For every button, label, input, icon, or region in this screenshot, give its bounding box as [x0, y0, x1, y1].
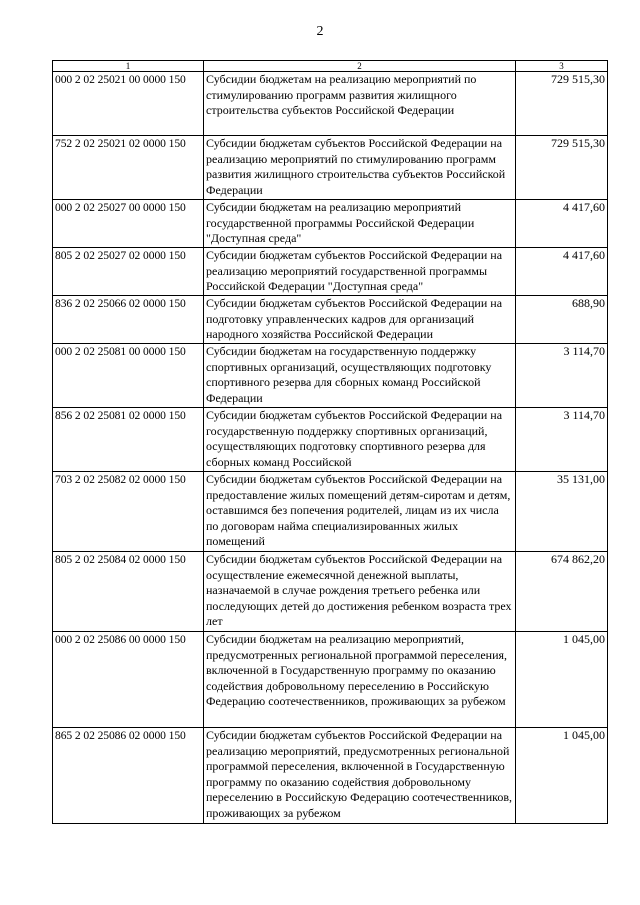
budget-code-cell: 856 2 02 25081 02 0000 150 [53, 408, 204, 472]
budget-code-cell: 865 2 02 25086 02 0000 150 [53, 728, 204, 824]
table-row [53, 248, 608, 296]
amount-cell: 3 114,70 [516, 408, 608, 472]
subsidy-name-cell: Субсидии бюджетам на реализацию мероприятий по стимулированию программ развития жилищного строительства субъектов Российской Федерации [204, 72, 516, 136]
page-number: 2 [316, 24, 324, 39]
amount-cell: 729 515,30 [516, 136, 608, 200]
budget-code-cell: 836 2 02 25066 02 0000 150 [53, 296, 204, 344]
column-header-name: 2 [204, 61, 516, 72]
amount-cell: 1 045,00 [516, 728, 608, 824]
table-row [53, 296, 608, 344]
amount-cell: 3 114,70 [516, 344, 608, 408]
subsidy-name-cell: Субсидии бюджетам на государственную поддержку спортивных организаций, осуществляющих подготовку спортивного резерва для сборных команд Российской Федерации [204, 344, 516, 408]
column-header-code: 1 [53, 61, 204, 72]
table-row [53, 200, 608, 248]
amount-cell: 729 515,30 [516, 72, 608, 136]
subsidy-name-cell: Субсидии бюджетам на реализацию мероприятий, предусмотренных региональной программой переселения, включенной в Государственную программу по оказанию содействия добровольному переселению в Российскую Федерацию соотечественников, проживающих за рубежом [204, 632, 516, 728]
subsidy-name-cell: Субсидии бюджетам на реализацию мероприятий государственной программы Российской Федерации "Доступная среда" [204, 200, 516, 248]
table-row [53, 408, 608, 472]
budget-code-cell: 752 2 02 25021 02 0000 150 [53, 136, 204, 200]
amount-cell: 35 131,00 [516, 472, 608, 552]
budget-revenue-table [52, 60, 608, 824]
table-row [53, 552, 608, 632]
subsidy-name-cell: Субсидии бюджетам субъектов Российской Федерации на реализацию мероприятий, предусмотренных региональной программой переселения, включенной в Государственную программу по оказанию содействия добровольному переселению в Российскую Федерацию соотечественников, проживающих за рубежом [204, 728, 516, 824]
subsidy-name-cell: Субсидии бюджетам субъектов Российской Федерации на подготовку управленческих кадров для организаций народного хозяйства Российской Федерации [204, 296, 516, 344]
budget-code-cell: 805 2 02 25084 02 0000 150 [53, 552, 204, 632]
amount-cell: 4 417,60 [516, 248, 608, 296]
subsidy-name-cell: Субсидии бюджетам субъектов Российской Федерации на государственную поддержку спортивных организаций, осуществляющих подготовку спортивного резерва для сборных команд Российской [204, 408, 516, 472]
amount-cell: 4 417,60 [516, 200, 608, 248]
subsidy-name-cell: Субсидии бюджетам субъектов Российской Федерации на реализацию мероприятий государственной программы Российской Федерации "Доступная среда" [204, 248, 516, 296]
amount-cell: 1 045,00 [516, 632, 608, 728]
subsidy-name-cell: Субсидии бюджетам субъектов Российской Федерации на предоставление жилых помещений детям-сиротам и детям, оставшимся без попечения родителей, лицам из их числа по договорам найма специализированных жилых помещений [204, 472, 516, 552]
header-row [53, 61, 608, 72]
amount-cell: 674 862,20 [516, 552, 608, 632]
budget-code-cell: 000 2 02 25086 00 0000 150 [53, 632, 204, 728]
table-row [53, 632, 608, 728]
budget-code-cell: 000 2 02 25027 00 0000 150 [53, 200, 204, 248]
budget-code-cell: 000 2 02 25081 00 0000 150 [53, 344, 204, 408]
column-header-amount: 3 [516, 61, 608, 72]
table-row [53, 72, 608, 136]
table-row [53, 136, 608, 200]
table-body [53, 72, 608, 824]
subsidy-name-cell: Субсидии бюджетам субъектов Российской Федерации на реализацию мероприятий по стимулированию программ развития жилищного строительства субъектов Российской Федерации [204, 136, 516, 200]
budget-code-cell: 703 2 02 25082 02 0000 150 [53, 472, 204, 552]
amount-cell: 688,90 [516, 296, 608, 344]
subsidy-name-cell: Субсидии бюджетам субъектов Российской Федерации на осуществление ежемесячной денежной выплаты, назначаемой в случае рождения третьего ребенка или последующих детей до достижения ребенком возраста трех лет [204, 552, 516, 632]
table-row [53, 728, 608, 824]
budget-code-cell: 805 2 02 25027 02 0000 150 [53, 248, 204, 296]
table-row [53, 344, 608, 408]
table-header [53, 61, 608, 72]
table-row [53, 472, 608, 552]
budget-code-cell: 000 2 02 25021 00 0000 150 [53, 72, 204, 136]
